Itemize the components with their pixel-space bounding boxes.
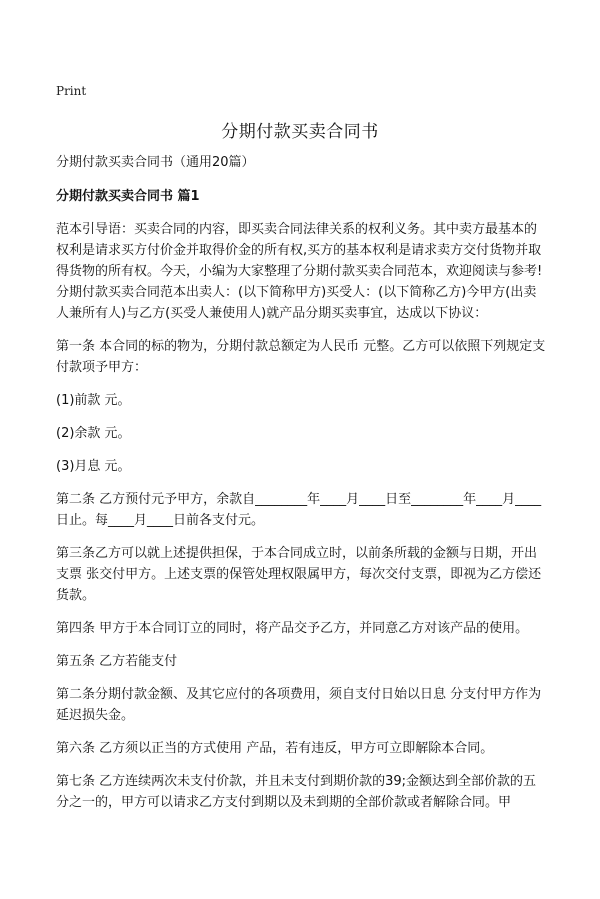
page-title: 分期付款买卖合同书 [221,122,379,142]
paragraph-article-6: 第六条 乙方须以正当的方式使用 产品，若有违反，甲方可立即解除本合同。 [56,741,494,756]
paragraph-article-3: 第三条乙方可以就上述提供担保，于本合同成立时，以前条所载的金额与日期，开出支票 张交付甲方。上述支票的保管处理权限属甲方，每次交付支票，即视为乙方偿还货款。 [56,546,542,603]
paragraph-article-1: 第一条 本合同的标的物为，分期付款总额定为人民币 元整。乙方可以依照下列规定支付款项予甲方： [56,339,546,375]
document-body [56,152,548,825]
paragraph-item-1: (1)前款 元。 [56,393,131,408]
paragraph-article-7: 第七条 乙方连续两次未支付价款，并且未支付到期价款的39;金额达到全部价款的五分之一的，甲方可以请求乙方支付到期以及未到期的全部价款或者解除合同。甲 [56,774,537,810]
paragraph-article-2b: 第二条分期付款金额、及其它应付的各项费用，须自支付日始以日息 分支付甲方作为延迟损失金。 [56,687,542,723]
print-link[interactable]: Print [56,84,87,98]
paragraph-item-2: (2)余款 元。 [56,426,131,441]
paragraph-intro: 范本引导语：买卖合同的内容，即买卖合同法律关系的权利义务。其中卖方最基本的权利是请求买方付价金并取得价金的所有权,买方的基本权利是请求卖方交付货物并取得货物的所有权。今天，小编为大家整理了分期付款买卖合同范本，欢迎阅读与参考!分期付款买卖合同范本出卖人：(以下简称甲方)买受人：(以下简称乙方)今甲方(出卖人兼所有人)与乙方(买受人兼使用人)就产品分期买卖事宜，达成以下协议： [56,222,543,321]
paragraph-article-4: 第四条 甲方于本合同订立的同时，将产品交予乙方，并同意乙方对该产品的使用。 [56,621,529,636]
paragraph-article-2: 第二条 乙方预付元予甲方，余款自________年____月____日至________年____月____日止。每____月____日前各支付元。 [56,492,542,528]
paragraph-article-5: 第五条 乙方若能支付 [56,654,178,669]
document-subtitle: 分期付款买卖合同书（通用20篇） [56,155,255,170]
section-heading: 分期付款买卖合同书 篇1 [56,189,200,204]
paragraph-item-3: (3)月息 元。 [56,459,131,474]
